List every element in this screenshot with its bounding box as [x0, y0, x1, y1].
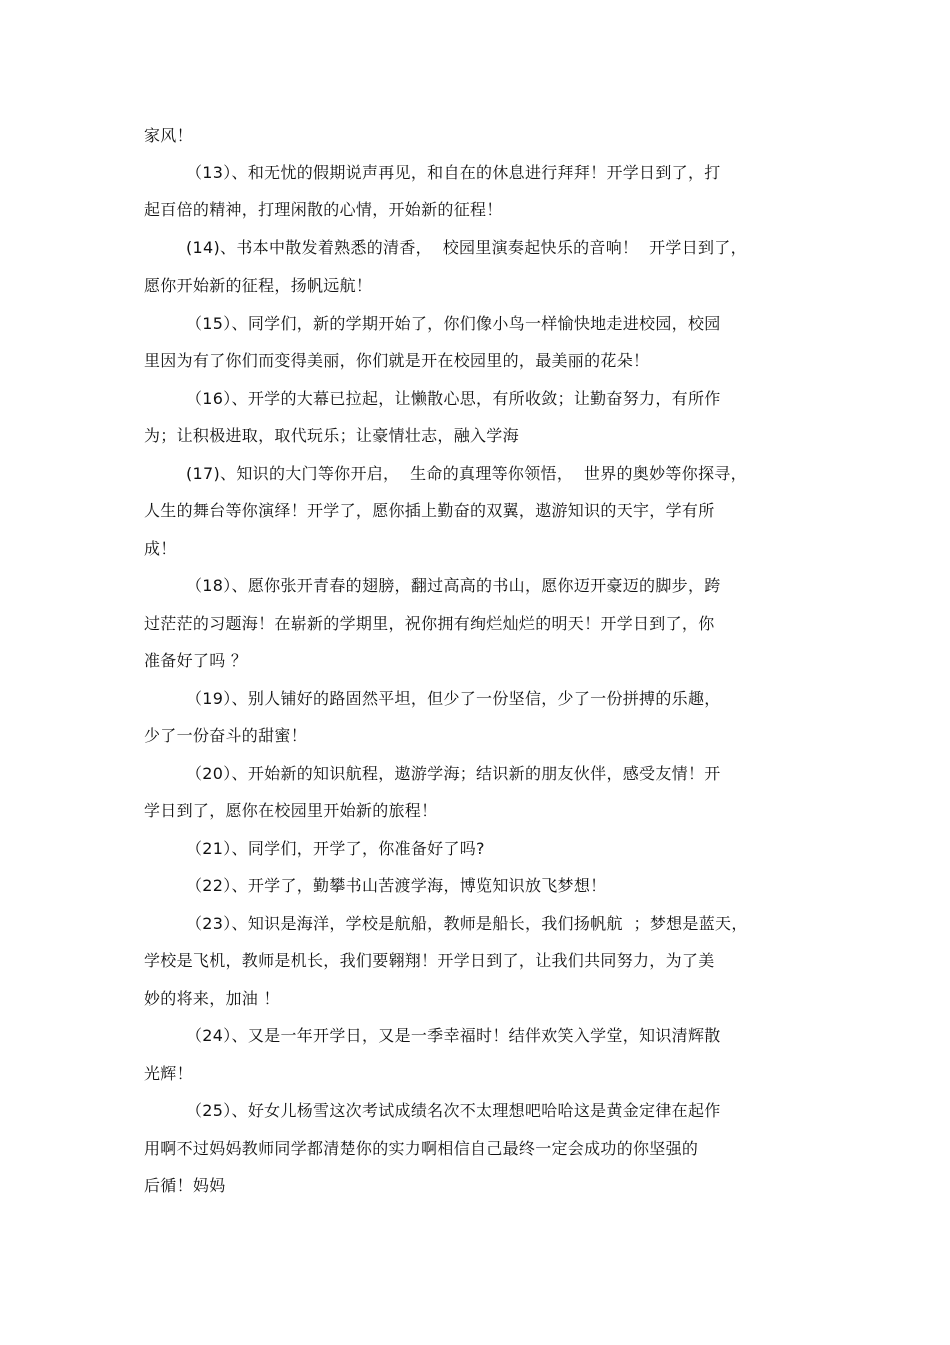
text-line: 少了一份奋斗的甜蜜！ [144, 726, 308, 745]
text-line: 家风！ [144, 126, 193, 145]
text-line: 里因为有了你们而变得美丽，你们就是开在校园里的，最美丽的花朵！ [144, 351, 650, 370]
text-line: 愿你开始新的征程，扬帆远航！ [144, 276, 373, 295]
text-line: 后循！妈妈 [144, 1176, 226, 1195]
text-line: 妙的将来，加油 ！ [144, 989, 280, 1008]
text-line: (17)、知识的大门等你开启， 生命的真理等你领悟， 世界的奥妙等你探寻， [186, 464, 747, 483]
text-line: 光辉！ [144, 1064, 193, 1083]
text-line: （16）、开学的大幕已拉起，让懒散心思，有所收敛；让勤奋努力，有所作 [186, 389, 721, 408]
text-line: 为；让积极进取，取代玩乐；让豪情壮志，融入学海 [144, 426, 519, 445]
text-line: （21）、同学们，开学了，你准备好了吗? [186, 839, 485, 858]
text-line: （13）、和无忧的假期说声再见，和自在的休息进行拜拜！开学日到了，打 [186, 163, 721, 182]
text-line: （20）、开始新的知识航程，遨游学海；结识新的朋友伙伴，感受友情！开 [186, 764, 721, 783]
text-line: （25）、好女儿杨雪这次考试成绩名次不太理想吧哈哈这是黄金定律在起作 [186, 1101, 721, 1120]
text-line: （19）、别人铺好的路固然平坦，但少了一份坚信，少了一份拼搏的乐趣， [186, 689, 721, 708]
text-line: （23）、知识是海洋，学校是航船，教师是船长，我们扬帆航 ；梦想是蓝天， [186, 914, 748, 933]
text-line: （24）、又是一年开学日，又是一季幸福时！结伴欢笑入学堂，知识清辉散 [186, 1026, 721, 1045]
text-line: 准备好了吗 ？ [144, 651, 248, 670]
text-line: （15）、同学们，新的学期开始了，你们像小鸟一样愉快地走进校园，校园 [186, 314, 721, 333]
text-line: （18）、愿你张开青春的翅膀，翻过高高的书山，愿你迈开豪迈的脚步，跨 [186, 576, 721, 595]
text-line: (14)、书本中散发着熟悉的清香， 校园里演奏起快乐的音响！ 开学日到了， [186, 238, 747, 257]
text-line: 过茫茫的习题海！在崭新的学期里，祝你拥有绚烂灿烂的明天！开学日到了，你 [144, 614, 715, 633]
text-line: 学日到了，愿你在校园里开始新的旅程！ [144, 801, 438, 820]
text-line: 起百倍的精神，打理闲散的心情，开始新的征程！ [144, 200, 503, 219]
text-line: 成！ [144, 539, 177, 558]
text-line: 学校是飞机，教师是机长，我们要翱翔！开学日到了，让我们共同努力，为了美 [144, 951, 715, 970]
text-line: （22）、开学了，勤攀书山苦渡学海，博览知识放飞梦想！ [186, 876, 607, 895]
text-line: 用啊不过妈妈教师同学都清楚你的实力啊相信自己最终一定会成功的你坚强的 [144, 1139, 699, 1158]
text-line: 人生的舞台等你演绎！开学了，愿你插上勤奋的双翼，遨游知识的天宇，学有所 [144, 501, 715, 520]
